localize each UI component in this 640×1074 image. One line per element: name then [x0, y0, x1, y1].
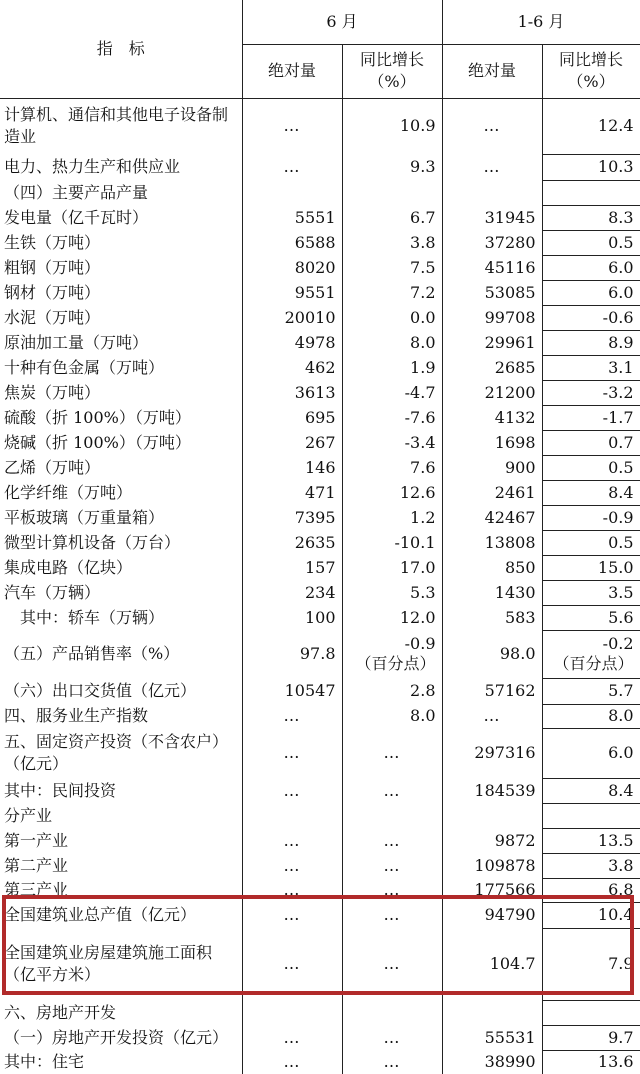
table-row: [0, 1050, 640, 1074]
cell-value: 3.5: [542, 580, 640, 605]
cell-value: 3.1: [542, 355, 640, 380]
row-label: （五）产品销售率（%）: [0, 630, 242, 678]
cell-value: 9872: [442, 828, 542, 853]
cell-value: …: [242, 1025, 342, 1050]
cell-value: …: [242, 728, 342, 778]
cell-value: …: [242, 704, 342, 728]
cell-value: 1430: [442, 580, 542, 605]
row-label: 汽车（万辆）: [0, 580, 242, 605]
cell-value: 10.4: [542, 902, 640, 928]
cell-value: …: [242, 928, 342, 1000]
cell-value: 6.7: [342, 205, 442, 230]
row-label: 第三产业: [0, 878, 242, 902]
cell-value: 6.0: [542, 280, 640, 305]
row-label: （六）出口交货值（亿元）: [0, 678, 242, 704]
cell-value: 297316: [442, 728, 542, 778]
row-label: 微型计算机设备（万台）: [0, 530, 242, 555]
cell-value: 0.5: [542, 530, 640, 555]
cell-value: 6.0: [542, 728, 640, 778]
cell-value: …: [342, 878, 442, 902]
cell-value: 0.5: [542, 455, 640, 480]
cell-value-main: -0.9: [404, 634, 436, 653]
cell-value: 2635: [242, 530, 342, 555]
cell-value: -4.7: [342, 380, 442, 405]
header-june-yoy: 同比增长（%）: [342, 44, 442, 98]
cell-value: 13.6: [542, 1050, 640, 1074]
header-june-absolute: 绝对量: [242, 44, 342, 98]
table-row: [0, 305, 640, 330]
row-label: 五、固定资产投资（不含农户）（亿元）: [0, 728, 242, 778]
cell-value: 2461: [442, 480, 542, 505]
cell-value: 94790: [442, 902, 542, 928]
row-label: 全国建筑业房屋建筑施工面积（亿平方米）: [0, 928, 242, 1000]
row-label: 原油加工量（万吨）: [0, 330, 242, 355]
table-row: [0, 1000, 640, 1025]
cell-value: -3.4: [342, 430, 442, 455]
cell-value: 2685: [442, 355, 542, 380]
cell-value: 8.0: [342, 330, 442, 355]
row-label: 电力、热力生产和供应业: [0, 154, 242, 180]
table-row: [0, 778, 640, 803]
cell-value: [342, 1000, 442, 1025]
cell-value: 53085: [442, 280, 542, 305]
cell-value: …: [242, 98, 342, 154]
cell-value: 0.0: [342, 305, 442, 330]
cell-value-unit: （百分点）: [553, 654, 634, 673]
cell-value: 9.3: [342, 154, 442, 180]
cell-value: 8.0: [542, 704, 640, 728]
cell-value: …: [342, 902, 442, 928]
cell-value: [442, 180, 542, 205]
table-row: [0, 98, 640, 154]
cell-value: 21200: [442, 380, 542, 405]
cell-value: 45116: [442, 255, 542, 280]
table-row: [0, 255, 640, 280]
row-label: 第一产业: [0, 828, 242, 853]
cell-value: 9.7: [542, 1025, 640, 1050]
cell-value: 157: [242, 555, 342, 580]
table-row: [0, 380, 640, 405]
cell-value: 8.3: [542, 205, 640, 230]
cell-value: 12.0: [342, 605, 442, 630]
table-row: [0, 355, 640, 380]
cell-value: 13808: [442, 530, 542, 555]
cell-value: 1.9: [342, 355, 442, 380]
table-row: [0, 455, 640, 480]
cell-value: …: [342, 1050, 442, 1074]
table-row: [0, 902, 640, 928]
row-label: 烧碱（折 100%）（万吨）: [0, 430, 242, 455]
table-row: [0, 180, 640, 205]
cell-value: [542, 803, 640, 828]
cell-value: 5.6: [542, 605, 640, 630]
cell-value: 20010: [242, 305, 342, 330]
cell-value: 8.4: [542, 778, 640, 803]
row-label: 其中：轿车（万辆）: [0, 605, 242, 630]
cell-value: 462: [242, 355, 342, 380]
cell-value: 5.3: [342, 580, 442, 605]
row-label: （一）房地产开发投资（亿元）: [0, 1025, 242, 1050]
cell-value: 8.0: [342, 704, 442, 728]
cell-value: 5.7: [542, 678, 640, 704]
row-label: 分产业: [0, 803, 242, 828]
table-row: [0, 154, 640, 180]
cell-value: -1.7: [542, 405, 640, 430]
cell-value: …: [342, 728, 442, 778]
cell-value: 10.9: [342, 98, 442, 154]
cell-value: …: [342, 853, 442, 878]
cell-value: [342, 180, 442, 205]
cell-value-unit: （百分点）: [355, 654, 436, 673]
row-label: 十种有色金属（万吨）: [0, 355, 242, 380]
cell-value: 6588: [242, 230, 342, 255]
cell-value: 7.5: [342, 255, 442, 280]
cell-value: 99708: [442, 305, 542, 330]
cell-value: 7.6: [342, 455, 442, 480]
table-row: [0, 728, 640, 778]
cell-value: 37280: [442, 230, 542, 255]
table-row: [0, 580, 640, 605]
cell-value: 6.0: [542, 255, 640, 280]
cell-value: …: [442, 154, 542, 180]
cell-value: …: [242, 154, 342, 180]
cell-value: 1698: [442, 430, 542, 455]
cell-value: 8020: [242, 255, 342, 280]
cell-value: 57162: [442, 678, 542, 704]
cell-value: 1.2: [342, 505, 442, 530]
cell-value: -7.6: [342, 405, 442, 430]
cell-value: 7.9: [542, 928, 640, 1000]
row-label: （四）主要产品产量: [0, 180, 242, 205]
cell-value: [542, 180, 640, 205]
row-label: 粗钢（万吨）: [0, 255, 242, 280]
cell-value: -0.9: [542, 505, 640, 530]
row-label: 生铁（万吨）: [0, 230, 242, 255]
cell-value: -3.2: [542, 380, 640, 405]
cell-value: 12.4: [542, 98, 640, 154]
row-label: 钢材（万吨）: [0, 280, 242, 305]
cell-value: 8.9: [542, 330, 640, 355]
cell-value: 109878: [442, 853, 542, 878]
cell-value: 104.7: [442, 928, 542, 1000]
cell-value: 29961: [442, 330, 542, 355]
cell-value: …: [342, 828, 442, 853]
row-label: 计算机、通信和其他电子设备制造业: [0, 98, 242, 154]
cell-value: 8.4: [542, 480, 640, 505]
cell-value: 15.0: [542, 555, 640, 580]
cell-value: 2.8: [342, 678, 442, 704]
header-ytd-absolute: 绝对量: [442, 44, 542, 98]
table-row: [0, 330, 640, 355]
cell-value: 3.8: [542, 853, 640, 878]
table-row: [0, 630, 640, 678]
cell-value: [342, 630, 442, 678]
cell-value: [342, 803, 442, 828]
cell-value: 10547: [242, 678, 342, 704]
cell-value: 98.0: [442, 630, 542, 678]
cell-value: [242, 1000, 342, 1025]
cell-value: 100: [242, 605, 342, 630]
table-row: [0, 878, 640, 902]
cell-value: 42467: [442, 505, 542, 530]
row-label: 全国建筑业总产值（亿元）: [0, 902, 242, 928]
table-row: [0, 430, 640, 455]
row-label: 焦炭（万吨）: [0, 380, 242, 405]
row-label: 其中：住宅: [0, 1050, 242, 1074]
cell-value: 9551: [242, 280, 342, 305]
cell-value: 10.3: [542, 154, 640, 180]
row-label: 发电量（亿千瓦时）: [0, 205, 242, 230]
cell-value: 13.5: [542, 828, 640, 853]
cell-value: 55531: [442, 1025, 542, 1050]
cell-value: 3.8: [342, 230, 442, 255]
cell-value: 7395: [242, 505, 342, 530]
cell-value: -10.1: [342, 530, 442, 555]
table-row: [0, 205, 640, 230]
cell-value: …: [342, 1025, 442, 1050]
cell-value: 6.8: [542, 878, 640, 902]
cell-value: 4132: [442, 405, 542, 430]
row-label: 硫酸（折 100%）（万吨）: [0, 405, 242, 430]
cell-value: …: [242, 902, 342, 928]
cell-value: …: [242, 878, 342, 902]
table-row: [0, 803, 640, 828]
cell-value: 184539: [442, 778, 542, 803]
cell-value: 5551: [242, 205, 342, 230]
cell-value: …: [442, 98, 542, 154]
cell-value: 471: [242, 480, 342, 505]
cell-value: 38990: [442, 1050, 542, 1074]
row-label: 其中：民间投资: [0, 778, 242, 803]
table-row: [0, 1025, 640, 1050]
table-row: [0, 480, 640, 505]
row-label: 水泥（万吨）: [0, 305, 242, 330]
cell-value: 900: [442, 455, 542, 480]
cell-value: [542, 1000, 640, 1025]
cell-value-main: -0.2: [602, 634, 634, 653]
cell-value: [242, 803, 342, 828]
cell-value: 97.8: [242, 630, 342, 678]
table-row: [0, 555, 640, 580]
table-row: [0, 678, 640, 704]
header-june: 6 月: [242, 0, 442, 44]
row-label: 平板玻璃（万重量箱）: [0, 505, 242, 530]
cell-value: [542, 630, 640, 678]
cell-value: 4978: [242, 330, 342, 355]
table-body: [0, 98, 640, 1074]
cell-value: [442, 803, 542, 828]
cell-value: …: [342, 778, 442, 803]
row-label: 六、房地产开发: [0, 1000, 242, 1025]
cell-value: 0.5: [542, 230, 640, 255]
table-row: [0, 280, 640, 305]
table-row: [0, 405, 640, 430]
cell-value: [242, 180, 342, 205]
cell-value: [442, 1000, 542, 1025]
cell-value: 3613: [242, 380, 342, 405]
table-row: [0, 928, 640, 1000]
row-label: 四、服务业生产指数: [0, 704, 242, 728]
table-row: [0, 828, 640, 853]
cell-value: …: [242, 778, 342, 803]
cell-value: 0.7: [542, 430, 640, 455]
header-jan-jun: 1-6 月: [442, 0, 640, 44]
table-row: [0, 704, 640, 728]
table-row: [0, 605, 640, 630]
row-label: 第二产业: [0, 853, 242, 878]
header-ytd-yoy: 同比增长（%）: [542, 44, 640, 98]
cell-value: 267: [242, 430, 342, 455]
table-row: [0, 530, 640, 555]
cell-value: 583: [442, 605, 542, 630]
cell-value: …: [242, 853, 342, 878]
cell-value: 12.6: [342, 480, 442, 505]
cell-value: …: [242, 1050, 342, 1074]
cell-value: 234: [242, 580, 342, 605]
cell-value: …: [442, 704, 542, 728]
cell-value: -0.6: [542, 305, 640, 330]
cell-value: 146: [242, 455, 342, 480]
row-label: 化学纤维（万吨）: [0, 480, 242, 505]
cell-value: 695: [242, 405, 342, 430]
row-label: 乙烯（万吨）: [0, 455, 242, 480]
cell-value: 7.2: [342, 280, 442, 305]
cell-value: …: [342, 928, 442, 1000]
cell-value: 177566: [442, 878, 542, 902]
table-row: [0, 853, 640, 878]
header-indicator: 指 标: [0, 0, 242, 98]
cell-value: 850: [442, 555, 542, 580]
cell-value: …: [242, 828, 342, 853]
cell-value: 31945: [442, 205, 542, 230]
cell-value: 17.0: [342, 555, 442, 580]
table-row: [0, 505, 640, 530]
table-row: [0, 230, 640, 255]
row-label: 集成电路（亿块）: [0, 555, 242, 580]
